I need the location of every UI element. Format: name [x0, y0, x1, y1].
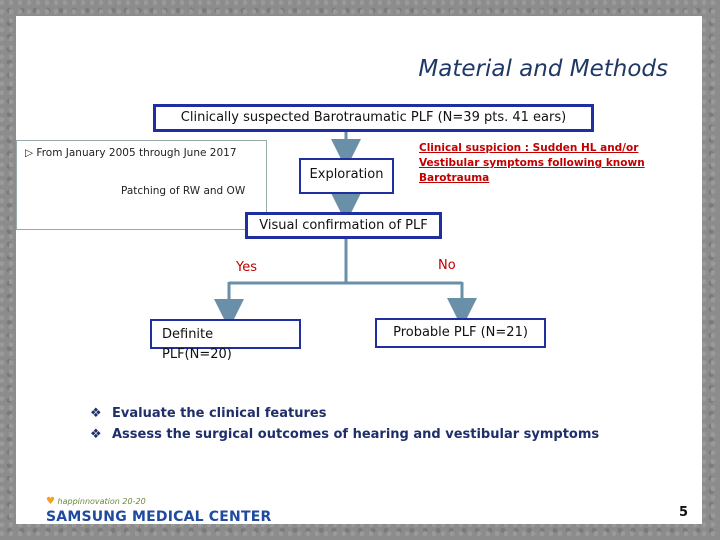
exploration-box: Exploration	[299, 158, 394, 194]
diamond-bullet-icon: ❖	[90, 406, 102, 421]
heart-icon: ♥	[46, 496, 55, 507]
diamond-bullet-icon: ❖	[90, 427, 102, 442]
suspected-plf-box: Clinically suspected Barotraumatic PLF (N=39 pts. 41 ears)	[153, 104, 594, 132]
visual-confirmation-box: Visual confirmation of PLF	[245, 212, 442, 239]
objective-item	[90, 427, 599, 442]
samsung-medical-center-logo	[46, 496, 271, 525]
objectives-list	[90, 406, 599, 448]
logo-tagline	[46, 496, 271, 507]
definite-line2: PLF(N=20)	[162, 347, 232, 362]
probable-plf-box: Probable PLF (N=21)	[375, 318, 546, 348]
page-number: 5	[678, 505, 688, 520]
slide-title: Material and Methods	[418, 56, 668, 82]
objective-text: Assess the surgical outcomes of hearing and vestibular symptoms	[112, 427, 600, 442]
study-period-text: From January 2005 through June 2017	[36, 147, 237, 159]
clinical-suspicion-note: Clinical suspicion : Sudden HL and/or Vestibular symptoms following known Barotrauma	[419, 142, 645, 184]
slide-canvas	[16, 16, 702, 524]
logo-tagline-text: happinnovation 20-20	[57, 497, 146, 506]
no-label: No	[438, 258, 456, 273]
procedure-text: Patching of RW and OW	[121, 185, 246, 197]
study-period	[25, 147, 237, 159]
definite-plf-box	[150, 319, 301, 349]
objective-item	[90, 406, 599, 421]
definite-line1: Definite	[162, 327, 214, 342]
bullet-triangle-icon: ▷	[25, 147, 34, 159]
study-info-box	[16, 140, 267, 230]
objective-text: Evaluate the clinical features	[112, 406, 327, 421]
logo-name: SAMSUNG MEDICAL CENTER	[46, 509, 272, 525]
yes-label: Yes	[236, 260, 257, 275]
